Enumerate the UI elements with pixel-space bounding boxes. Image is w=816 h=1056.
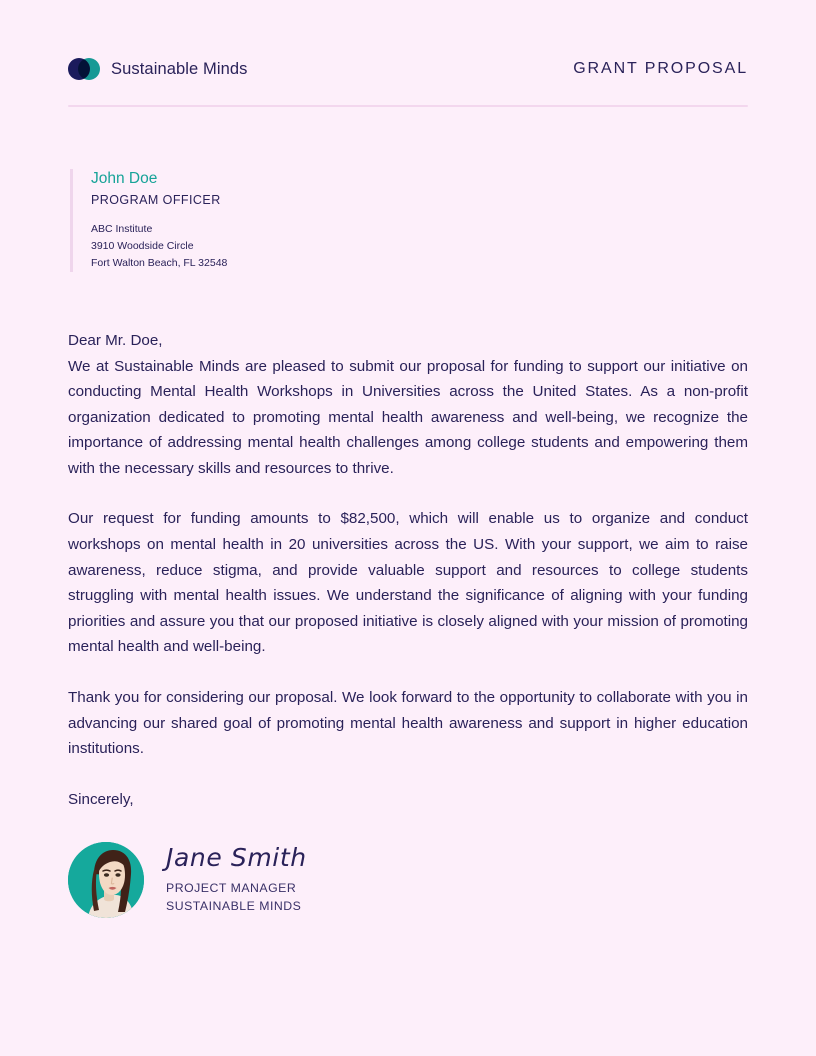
logo-circle-teal xyxy=(78,58,100,80)
letter-closing: Sincerely, xyxy=(68,790,134,808)
portrait-avatar-icon xyxy=(68,842,144,918)
signer-organization: SUSTAINABLE MINDS xyxy=(166,898,302,913)
signature-text xyxy=(166,844,307,917)
recipient-address xyxy=(91,221,748,272)
letter-paragraph-1: We at Sustainable Minds are pleased to submit our proposal for funding to support our initiative on conducting Mental Health Workshops in Universities across the United States. As a non-profit organization dedicated to promoting mental health awareness and well-being, we recognize the importance of addressing mental health challenges among college students and empowering them with the necessary skills and resources to thrive. xyxy=(68,357,748,477)
letter-salutation: Dear Mr. Doe, xyxy=(68,331,163,349)
letter-paragraph-3: Thank you for considering our proposal. We look forward to the opportunity to collaborate with you in advancing our shared goal of promoting mental health awareness and support in higher education institutions. xyxy=(68,689,748,758)
signer-title: PROJECT MANAGER xyxy=(166,881,297,896)
recipient-organization: ABC Institute xyxy=(91,222,153,235)
letter-body xyxy=(68,328,748,813)
two-overlapping-circles-logo-icon xyxy=(68,58,100,80)
recipient-city-state-zip: Fort Walton Beach, FL 32548 xyxy=(91,256,228,269)
brand-lockup xyxy=(68,58,248,80)
letter-paragraph-2: Our request for funding amounts to $82,500, which will enable us to organize and conduct workshops on mental health in 20 universities across the US. With your support, we aim to raise awareness, reduce stigma, and provide valuable support and resources to college students struggling with mental health issues. We understand the significance of aligning with your funding priorities and assure you that our proposed initiative is closely aligned with your mission of promoting mental health and well-being. xyxy=(68,510,748,656)
recipient-role: PROGRAM OFFICER xyxy=(91,192,221,207)
document-type-label: GRANT PROPOSAL xyxy=(573,60,748,77)
signer-name: Jane Smith xyxy=(166,842,307,872)
header-divider xyxy=(68,105,748,107)
recipient-block xyxy=(70,169,748,272)
recipient-street: 3910 Woodside Circle xyxy=(91,239,194,252)
brand-name: Sustainable Minds xyxy=(111,59,248,78)
signature-block xyxy=(68,842,748,918)
signer-details xyxy=(166,880,307,915)
document-header xyxy=(68,0,748,80)
recipient-name: John Doe xyxy=(91,170,158,187)
